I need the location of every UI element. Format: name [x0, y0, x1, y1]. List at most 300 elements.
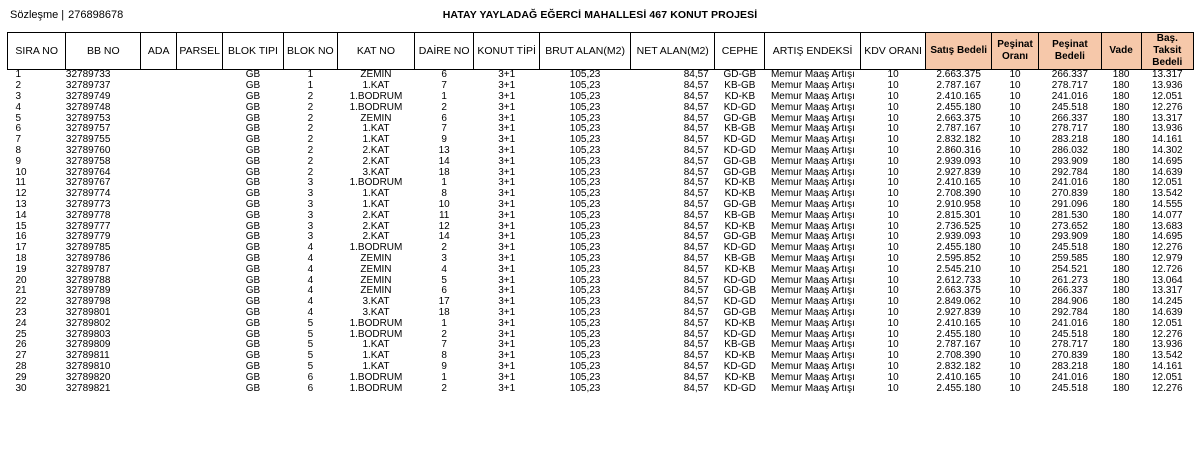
column-header-pesinat-bedeli: Peşinat Bedeli — [1039, 33, 1102, 70]
cell-net: 84,57 — [683, 210, 709, 221]
cell-taksit: 13.936 — [1152, 123, 1183, 135]
table-row — [8, 124, 1194, 135]
cell-kat-no: ZEMİN — [360, 113, 392, 124]
cell-artis: Memur Maaş Artışı — [770, 145, 855, 156]
table-row — [8, 243, 1194, 254]
cell-satis: 2.849.062 — [936, 296, 981, 308]
cell-blok-no: 3 — [307, 199, 314, 210]
cell-satis: 2.832.182 — [936, 361, 981, 372]
cell-blok-tipi: GB — [245, 361, 261, 372]
cell-sira: 1 — [15, 69, 22, 81]
table-header-row — [8, 33, 1194, 70]
cell-taksit: 14.695 — [1152, 231, 1183, 243]
cell-kdv: 10 — [887, 188, 899, 200]
cell-pesinat-bedeli: 292.784 — [1051, 307, 1088, 318]
cell-blok-no: 4 — [307, 307, 314, 318]
cell-artis: Memur Maaş Artışı — [770, 69, 855, 81]
cell-net: 84,57 — [683, 275, 709, 286]
cell-brut: 105,23 — [569, 134, 601, 146]
cell-kdv: 10 — [887, 210, 899, 221]
cell-satis: 2.410.165 — [936, 318, 981, 329]
cell-ada — [141, 167, 177, 178]
cell-ada — [141, 372, 177, 383]
cell-bb: 32789801 — [65, 307, 111, 318]
contract-number: 276898678 — [68, 9, 124, 21]
cell-pesinat-orani: 10 — [1009, 134, 1021, 146]
cell-pesinat-bedeli: 278.717 — [1051, 339, 1088, 351]
table-row — [8, 351, 1194, 362]
cell-net: 84,57 — [683, 188, 709, 200]
cell-artis: Memur Maaş Artışı — [770, 177, 855, 189]
cell-pesinat-bedeli: 270.839 — [1051, 188, 1088, 200]
cell-daire-no: 7 — [441, 123, 447, 135]
cell-daire-no: 6 — [441, 69, 447, 81]
cell-brut: 105,23 — [569, 307, 601, 318]
cell-cephe: KD-KB — [724, 372, 756, 383]
cell-daire-no: 7 — [441, 80, 447, 92]
cell-blok-no: 1 — [307, 80, 314, 92]
cell-kat-no: 1.BODRUM — [349, 372, 403, 383]
cell-kdv: 10 — [887, 242, 899, 254]
cell-parsel — [177, 200, 223, 211]
cell-cephe: KB-GB — [724, 253, 756, 264]
cell-ada — [141, 210, 177, 221]
cell-bb: 32789777 — [65, 221, 111, 232]
cell-parsel — [177, 124, 223, 135]
cell-blok-no: 5 — [307, 350, 314, 362]
cell-blok-no: 2 — [307, 167, 314, 178]
cell-konut-tipi: 3+1 — [498, 253, 516, 264]
table-row — [8, 135, 1194, 146]
cell-kdv: 10 — [887, 91, 899, 102]
cell-taksit: 14.639 — [1152, 167, 1183, 178]
cell-ada — [141, 135, 177, 146]
cell-kat-no: 3.KAT — [362, 296, 390, 308]
cell-pesinat-bedeli: 245.518 — [1051, 329, 1088, 340]
cell-blok-no: 6 — [307, 383, 314, 394]
cell-vade: 180 — [1112, 199, 1130, 210]
cell-brut: 105,23 — [569, 329, 601, 340]
cell-parsel — [177, 70, 223, 81]
cell-vade: 180 — [1112, 383, 1130, 394]
table-row — [8, 383, 1194, 394]
cell-bb: 32789758 — [65, 156, 111, 167]
cell-pesinat-bedeli: 245.518 — [1051, 242, 1088, 254]
cell-taksit: 12.051 — [1152, 372, 1183, 383]
cell-net: 84,57 — [683, 102, 709, 113]
cell-daire-no: 9 — [441, 134, 447, 146]
cell-konut-tipi: 3+1 — [498, 350, 516, 362]
cell-kdv: 10 — [887, 383, 899, 394]
cell-taksit: 14.161 — [1152, 134, 1183, 146]
cell-blok-no: 2 — [307, 145, 314, 156]
cell-vade: 180 — [1112, 285, 1130, 297]
cell-blok-tipi: GB — [245, 329, 261, 340]
cell-ada — [141, 200, 177, 211]
cell-pesinat-orani: 10 — [1009, 307, 1021, 318]
cell-ada — [141, 308, 177, 319]
cell-kat-no: ZEMİN — [360, 285, 392, 297]
cell-parsel — [177, 210, 223, 221]
cell-parsel — [177, 264, 223, 275]
cell-kdv: 10 — [887, 275, 899, 286]
cell-vade: 180 — [1112, 69, 1130, 81]
cell-satis: 2.455.180 — [936, 383, 981, 394]
cell-kdv: 10 — [887, 167, 899, 178]
cell-blok-tipi: GB — [245, 210, 261, 221]
cell-vade: 180 — [1112, 102, 1130, 113]
cell-brut: 105,23 — [569, 167, 601, 178]
cell-satis: 2.832.182 — [936, 134, 981, 146]
table-row — [8, 70, 1194, 81]
cell-pesinat-orani: 10 — [1009, 361, 1021, 372]
table-row — [8, 146, 1194, 157]
cell-artis: Memur Maaş Artışı — [770, 113, 855, 124]
cell-artis: Memur Maaş Artışı — [770, 296, 855, 308]
column-header-kdv: KDV ORANI — [860, 33, 926, 70]
cell-pesinat-bedeli: 281.530 — [1051, 210, 1088, 221]
cell-kdv: 10 — [887, 329, 899, 340]
cell-artis: Memur Maaş Artışı — [770, 188, 855, 200]
cell-bb: 32789764 — [65, 167, 111, 178]
cell-pesinat-bedeli: 283.218 — [1051, 361, 1088, 372]
cell-pesinat-orani: 10 — [1009, 372, 1021, 383]
cell-net: 84,57 — [683, 231, 709, 243]
cell-blok-tipi: GB — [245, 350, 261, 362]
table-row — [8, 264, 1194, 275]
table-row — [8, 318, 1194, 329]
cell-taksit: 13.317 — [1152, 113, 1183, 124]
cell-satis: 2.927.839 — [936, 167, 981, 178]
cell-parsel — [177, 92, 223, 103]
cell-daire-no: 5 — [441, 275, 447, 286]
table-row — [8, 167, 1194, 178]
cell-cephe: KD-GD — [723, 383, 756, 394]
cell-daire-no: 7 — [441, 339, 447, 351]
cell-satis: 2.708.390 — [936, 350, 981, 362]
table-row — [8, 81, 1194, 92]
cell-blok-no: 3 — [307, 177, 314, 189]
cell-pesinat-orani: 10 — [1009, 318, 1021, 329]
cell-taksit: 12.051 — [1152, 318, 1183, 329]
cell-vade: 180 — [1112, 361, 1130, 372]
cell-konut-tipi: 3+1 — [498, 188, 516, 200]
cell-parsel — [177, 318, 223, 329]
cell-cephe: KD-KB — [724, 221, 756, 232]
cell-pesinat-orani: 10 — [1009, 91, 1021, 102]
cell-vade: 180 — [1112, 134, 1130, 146]
cell-satis: 2.708.390 — [936, 188, 981, 200]
cell-kat-no: 1.KAT — [362, 199, 390, 210]
cell-brut: 105,23 — [569, 242, 601, 254]
contract-label: Sözleşme — [10, 9, 59, 21]
table-row — [8, 362, 1194, 373]
cell-satis: 2.663.375 — [936, 69, 981, 81]
cell-blok-tipi: GB — [245, 145, 261, 156]
cell-artis: Memur Maaş Artışı — [770, 221, 855, 232]
cell-bb: 32789821 — [65, 383, 111, 394]
cell-net: 84,57 — [683, 329, 709, 340]
cell-bb: 32789737 — [65, 80, 111, 92]
cell-pesinat-orani: 10 — [1009, 383, 1021, 394]
contract-separator: | — [61, 9, 65, 21]
cell-cephe: GD-GB — [723, 285, 757, 297]
cell-taksit: 12.726 — [1152, 264, 1183, 275]
column-header-sira: SIRA NO — [8, 33, 66, 70]
cell-pesinat-orani: 10 — [1009, 350, 1021, 362]
column-header-daire-no: DAİRE NO — [414, 33, 473, 70]
cell-artis: Memur Maaş Artışı — [770, 210, 855, 221]
cell-ada — [141, 329, 177, 340]
cell-blok-tipi: GB — [245, 264, 261, 275]
cell-pesinat-orani: 10 — [1009, 210, 1021, 221]
cell-pesinat-orani: 10 — [1009, 296, 1021, 308]
cell-pesinat-bedeli: 266.337 — [1051, 113, 1088, 124]
cell-parsel — [177, 232, 223, 243]
cell-cephe: GD-GB — [723, 156, 757, 167]
cell-satis: 2.410.165 — [936, 372, 981, 383]
cell-taksit: 12.051 — [1152, 177, 1183, 189]
cell-net: 84,57 — [683, 113, 709, 124]
cell-pesinat-orani: 10 — [1009, 80, 1021, 92]
cell-vade: 180 — [1112, 177, 1130, 189]
document-header — [0, 9, 1200, 25]
column-header-net: NET ALAN(M2) — [631, 33, 715, 70]
cell-cephe: KD-GD — [723, 134, 756, 146]
cell-konut-tipi: 3+1 — [498, 221, 516, 232]
cell-ada — [141, 243, 177, 254]
cell-net: 84,57 — [683, 361, 709, 372]
table-row — [8, 372, 1194, 383]
cell-brut: 105,23 — [569, 339, 601, 351]
cell-blok-tipi: GB — [245, 296, 261, 308]
cell-pesinat-orani: 10 — [1009, 231, 1021, 243]
table-body — [8, 70, 1194, 394]
cell-artis: Memur Maaş Artışı — [770, 285, 855, 297]
cell-taksit: 14.302 — [1152, 145, 1183, 156]
cell-blok-tipi: GB — [245, 102, 261, 113]
cell-blok-no: 5 — [307, 361, 314, 372]
table-row — [8, 221, 1194, 232]
cell-artis: Memur Maaş Artışı — [770, 242, 855, 254]
cell-sira: 20 — [15, 275, 27, 286]
cell-blok-no: 2 — [307, 156, 314, 167]
cell-sira: 25 — [15, 329, 27, 340]
cell-kat-no: 1.KAT — [362, 339, 390, 351]
cell-daire-no: 10 — [438, 199, 450, 210]
cell-konut-tipi: 3+1 — [498, 134, 516, 146]
cell-satis: 2.663.375 — [936, 113, 981, 124]
cell-blok-no: 3 — [307, 210, 314, 221]
cell-net: 84,57 — [683, 264, 709, 275]
cell-pesinat-orani: 10 — [1009, 156, 1021, 167]
cell-ada — [141, 362, 177, 373]
cell-vade: 180 — [1112, 350, 1130, 362]
cell-ada — [141, 297, 177, 308]
cell-taksit: 12.276 — [1152, 242, 1183, 254]
cell-kat-no: 1.KAT — [362, 134, 390, 146]
table-row — [8, 329, 1194, 340]
cell-brut: 105,23 — [569, 383, 601, 394]
cell-sira: 9 — [15, 156, 22, 167]
cell-satis: 2.663.375 — [936, 285, 981, 297]
cell-brut: 105,23 — [569, 318, 601, 329]
cell-parsel — [177, 178, 223, 189]
cell-artis: Memur Maaş Artışı — [770, 102, 855, 113]
cell-sira: 18 — [15, 253, 27, 264]
cell-blok-no: 4 — [307, 242, 314, 254]
cell-pesinat-bedeli: 283.218 — [1051, 134, 1088, 146]
cell-daire-no: 11 — [438, 210, 450, 221]
cell-artis: Memur Maaş Artışı — [770, 91, 855, 102]
cell-konut-tipi: 3+1 — [498, 307, 516, 318]
cell-pesinat-orani: 10 — [1009, 123, 1021, 135]
cell-daire-no: 3 — [441, 253, 447, 264]
cell-net: 84,57 — [683, 285, 709, 297]
cell-parsel — [177, 297, 223, 308]
cell-konut-tipi: 3+1 — [498, 69, 516, 81]
cell-konut-tipi: 3+1 — [498, 231, 516, 243]
cell-sira: 26 — [15, 339, 27, 351]
cell-ada — [141, 264, 177, 275]
cell-kat-no: 2.KAT — [362, 145, 390, 156]
cell-taksit: 13.936 — [1152, 80, 1183, 92]
cell-sira: 2 — [15, 80, 22, 92]
cell-taksit: 13.683 — [1152, 221, 1183, 232]
cell-sira: 10 — [15, 167, 27, 178]
table-row — [8, 297, 1194, 308]
cell-sira: 29 — [15, 372, 27, 383]
cell-cephe: KD-KB — [724, 91, 756, 102]
cell-cephe: GD-GB — [723, 199, 757, 210]
cell-konut-tipi: 3+1 — [498, 102, 516, 113]
cell-vade: 180 — [1112, 372, 1130, 383]
cell-konut-tipi: 3+1 — [498, 145, 516, 156]
cell-sira: 5 — [15, 113, 22, 124]
cell-bb: 32789760 — [65, 145, 111, 156]
cell-brut: 105,23 — [569, 210, 601, 221]
cell-pesinat-orani: 10 — [1009, 145, 1021, 156]
cell-brut: 105,23 — [569, 231, 601, 243]
cell-artis: Memur Maaş Artışı — [770, 350, 855, 362]
cell-bb: 32789810 — [65, 361, 111, 372]
cell-pesinat-bedeli: 254.521 — [1051, 264, 1088, 275]
column-header-satis: Satış Bedeli — [926, 33, 992, 70]
cell-kdv: 10 — [887, 80, 899, 92]
cell-pesinat-bedeli: 245.518 — [1051, 102, 1088, 113]
cell-bb: 32789811 — [65, 350, 110, 362]
cell-ada — [141, 286, 177, 297]
cell-cephe: KD-KB — [724, 188, 756, 200]
cell-blok-tipi: GB — [245, 134, 261, 146]
cell-bb: 32789820 — [65, 372, 111, 383]
cell-kdv: 10 — [887, 145, 899, 156]
cell-bb: 32789773 — [65, 199, 111, 210]
cell-konut-tipi: 3+1 — [498, 123, 516, 135]
cell-parsel — [177, 254, 223, 265]
cell-konut-tipi: 3+1 — [498, 210, 516, 221]
cell-bb: 32789733 — [65, 69, 111, 81]
cell-artis: Memur Maaş Artışı — [770, 372, 855, 383]
cell-cephe: KD-KB — [724, 318, 756, 329]
column-header-ada: ADA — [141, 33, 177, 70]
cell-ada — [141, 318, 177, 329]
cell-kdv: 10 — [887, 113, 899, 124]
cell-net: 84,57 — [683, 177, 709, 189]
cell-artis: Memur Maaş Artışı — [770, 307, 855, 318]
cell-pesinat-bedeli: 270.839 — [1051, 350, 1088, 362]
cell-blok-no: 4 — [307, 296, 314, 308]
cell-konut-tipi: 3+1 — [498, 296, 516, 308]
cell-satis: 2.787.167 — [936, 123, 981, 135]
cell-brut: 105,23 — [569, 156, 601, 167]
cell-ada — [141, 221, 177, 232]
cell-cephe: KD-KB — [724, 264, 756, 275]
cell-pesinat-orani: 10 — [1009, 113, 1021, 124]
cell-sira: 30 — [15, 383, 27, 394]
table-row — [8, 102, 1194, 113]
cell-pesinat-orani: 10 — [1009, 177, 1021, 189]
cell-bb: 32789802 — [65, 318, 111, 329]
cell-parsel — [177, 372, 223, 383]
cell-daire-no: 2 — [441, 102, 447, 113]
cell-taksit: 14.245 — [1152, 296, 1183, 308]
cell-kdv: 10 — [887, 296, 899, 308]
cell-taksit: 13.936 — [1152, 339, 1183, 351]
cell-brut: 105,23 — [569, 253, 601, 264]
cell-blok-no: 2 — [307, 91, 314, 102]
cell-ada — [141, 70, 177, 81]
cell-kdv: 10 — [887, 102, 899, 113]
cell-kat-no: 1.BODRUM — [349, 91, 403, 102]
cell-bb: 32789748 — [65, 102, 111, 113]
cell-pesinat-orani: 10 — [1009, 329, 1021, 340]
cell-blok-tipi: GB — [245, 188, 261, 200]
cell-ada — [141, 383, 177, 394]
cell-blok-tipi: GB — [245, 113, 261, 124]
cell-konut-tipi: 3+1 — [498, 177, 516, 189]
cell-pesinat-orani: 10 — [1009, 102, 1021, 113]
cell-vade: 180 — [1112, 221, 1130, 232]
cell-sira: 21 — [15, 285, 27, 297]
cell-kat-no: 1.BODRUM — [349, 242, 403, 254]
column-header-artis: ARTIŞ ENDEKSİ — [765, 33, 860, 70]
cell-net: 84,57 — [683, 350, 709, 362]
cell-kdv: 10 — [887, 307, 899, 318]
cell-blok-no: 3 — [307, 221, 314, 232]
cell-blok-no: 2 — [307, 123, 314, 135]
cell-vade: 180 — [1112, 188, 1130, 200]
cell-kat-no: 1.KAT — [362, 80, 390, 92]
cell-ada — [141, 81, 177, 92]
cell-satis: 2.455.180 — [936, 242, 981, 254]
cell-brut: 105,23 — [569, 221, 601, 232]
cell-ada — [141, 113, 177, 124]
cell-konut-tipi: 3+1 — [498, 91, 516, 102]
table-row — [8, 286, 1194, 297]
cell-brut: 105,23 — [569, 264, 601, 275]
cell-satis: 2.815.301 — [936, 210, 981, 221]
table-row — [8, 210, 1194, 221]
cell-daire-no: 6 — [441, 285, 447, 297]
cell-satis: 2.545.210 — [936, 264, 981, 275]
cell-net: 84,57 — [683, 199, 709, 210]
table-row — [8, 254, 1194, 265]
cell-bb: 32789809 — [65, 339, 111, 351]
cell-sira: 4 — [15, 102, 22, 113]
cell-konut-tipi: 3+1 — [498, 329, 516, 340]
cell-pesinat-orani: 10 — [1009, 275, 1021, 286]
